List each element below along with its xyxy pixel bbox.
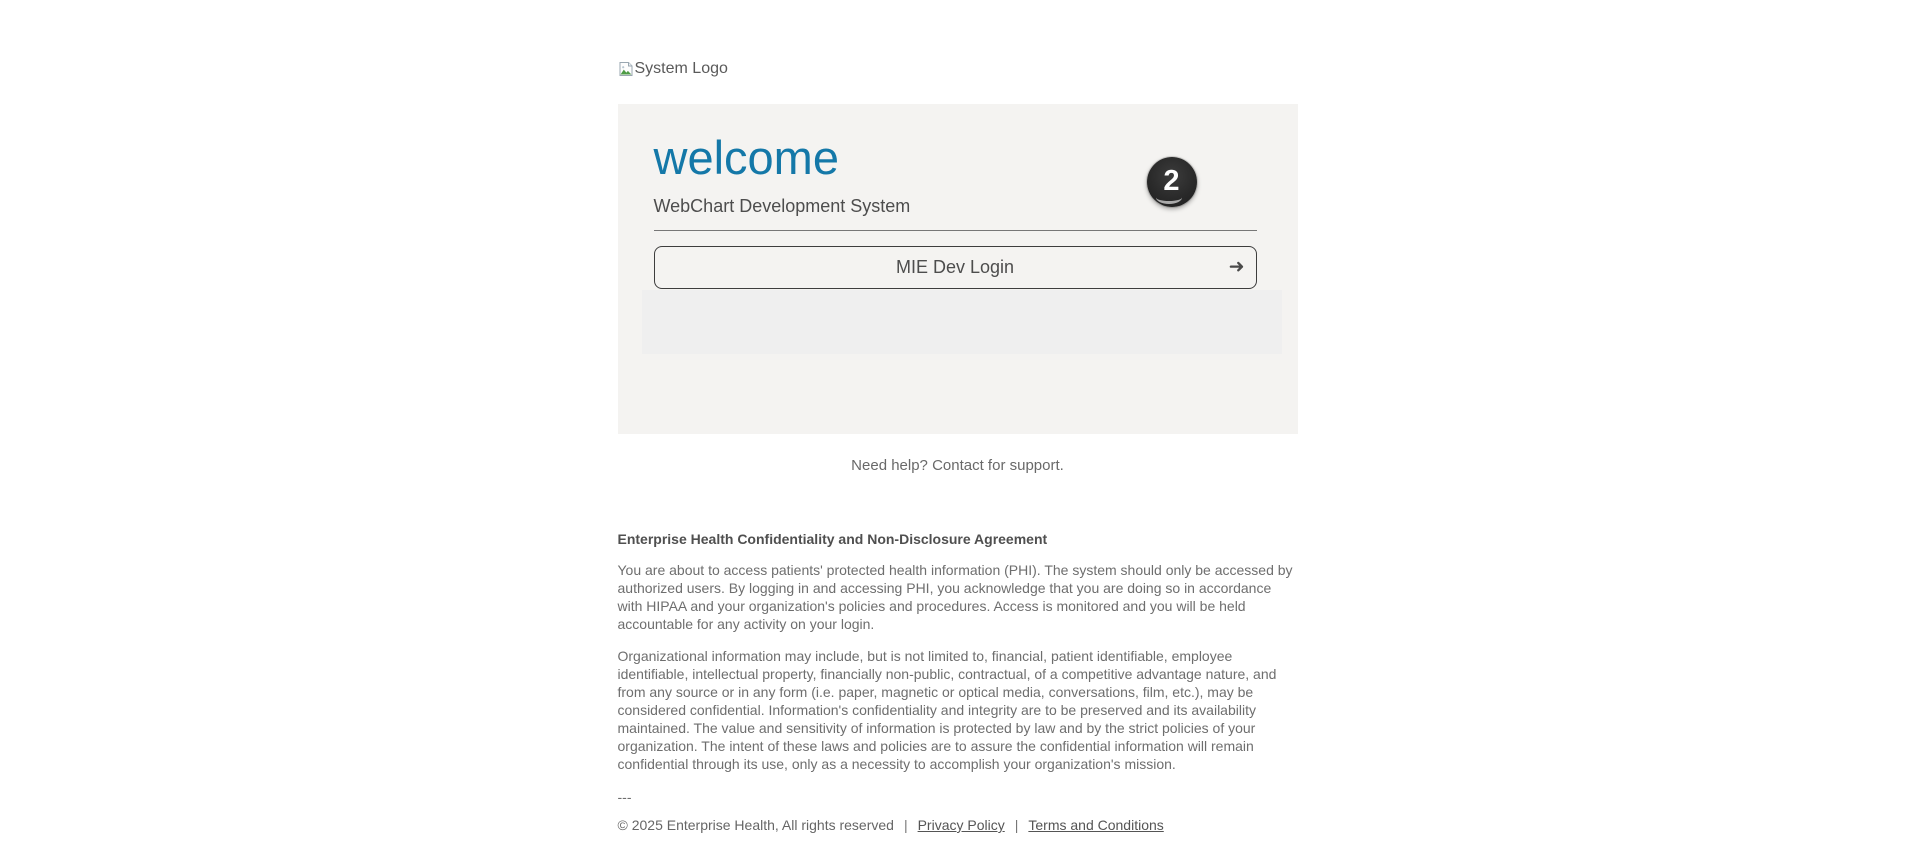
help-text: Need help? Contact for support. — [851, 457, 1064, 474]
welcome-title: welcome — [653, 131, 839, 184]
footer-divider: | — [1014, 817, 1019, 833]
empty-panel — [642, 290, 1282, 354]
login-button-label: MIE Dev Login — [895, 256, 1015, 277]
arrow-right-icon: ➜ — [1228, 255, 1245, 278]
login-page-content — [618, 0, 1298, 833]
step-badge — [1147, 157, 1197, 207]
system-name: WebChart Development System — [653, 195, 911, 216]
separator-dashes: --- — [617, 789, 632, 805]
agreement-paragraph-1: You are about to access patients' protected health information (PHI). The system should only be accessed by authorized users. By logging in and accessing PHI, you acknowledge that you are doing so in accordance with HIPAA and your organization's policies and procedures. Access is monitored and you will be held accountable for any activity on your login. — [617, 562, 1293, 632]
footer-divider: | — [903, 817, 908, 833]
terms-and-conditions-link[interactable]: Terms and Conditions — [1028, 817, 1164, 833]
card-divider — [654, 230, 1257, 231]
agreement-paragraph-2: Organizational information may include, but is not limited to, financial, patient identifiable, employee identifiable, intellectual property, financially non-public, contractual, of a competitive advantage nature, and from any source or in any form (i.e. paper, magnetic or optical media, conversations, film, etc.), may be considered confidential. Information's confidentiality and integrity are to be preserved and its availability maintained. The value and sensitivity of information is protected by law and by the strict policies of your organization. The intent of these laws and policies are to assure the confidential information will remain confidential through its use, only as a necessity to accomplish your organization's mission. — [617, 648, 1277, 772]
step-badge-number: 2 — [1163, 164, 1180, 197]
mie-dev-login-button[interactable] — [654, 246, 1257, 289]
system-logo — [618, 0, 1298, 77]
privacy-policy-link[interactable]: Privacy Policy — [917, 817, 1005, 833]
broken-image-icon — [618, 61, 634, 77]
agreement-heading: Enterprise Health Confidentiality and Non-Disclosure Agreement — [617, 531, 1048, 547]
welcome-card — [618, 104, 1298, 434]
system-logo-alt-text: System Logo — [634, 60, 728, 77]
copyright-text: © 2025 Enterprise Health, All rights reserved — [617, 817, 894, 833]
footer — [618, 817, 1298, 833]
